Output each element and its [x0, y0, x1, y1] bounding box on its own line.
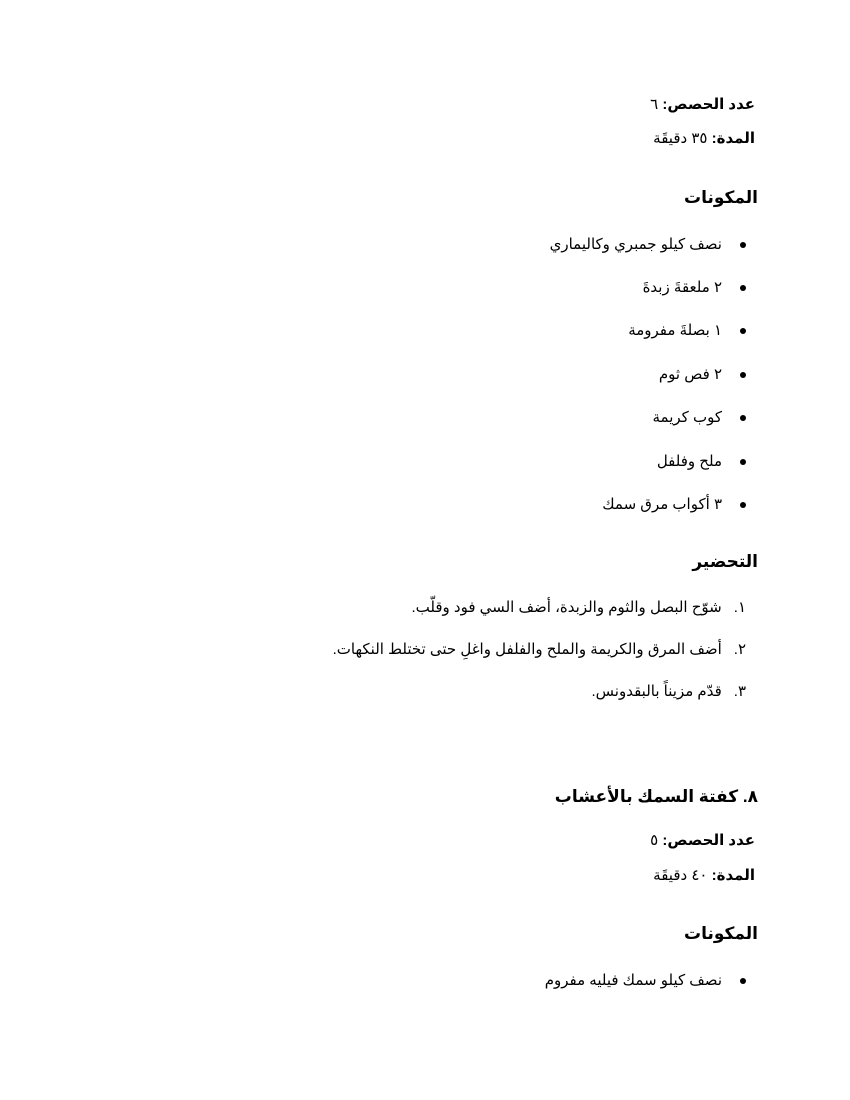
duration-label: المدة: — [711, 130, 755, 147]
ingredient-text: كوب كريمة — [652, 409, 722, 426]
list-item — [643, 278, 746, 298]
ingredient-text: ٢ ملعقةَ زبدةَ — [642, 279, 722, 296]
servings-value: ٥ — [650, 832, 659, 849]
list-item — [657, 452, 746, 472]
ingredient-text: نصف كيلو سمك فيليه مفروم — [544, 972, 722, 989]
step-number: ٢. — [733, 641, 746, 658]
list-item — [659, 365, 746, 385]
step-text: أضف المرق والكريمة والملح والفلفل واغلِ حتى تختلط النكهات. — [332, 641, 722, 658]
ingredient-text: ١ بصلةَ مفرومة — [628, 322, 722, 339]
ingredient-text: ٢ فص ثوم — [658, 366, 722, 383]
bullet-icon — [740, 459, 746, 465]
duration-value: ٤٠ دقيقَة — [653, 867, 708, 884]
ingredients-heading: المكونات — [683, 924, 758, 943]
step-text: قدّم مزيناً بالبقدونس. — [591, 683, 722, 700]
servings-line — [650, 831, 755, 851]
duration-line — [653, 866, 755, 886]
list-item — [411, 598, 746, 618]
step-number: ١. — [733, 599, 746, 616]
list-item — [545, 971, 746, 991]
bullet-icon — [740, 978, 746, 984]
servings-value: ٦ — [650, 96, 659, 113]
ingredient-text: ملح وفلفل — [656, 453, 722, 470]
ingredient-text: نصف كيلو جمبري وكاليماري — [549, 236, 722, 253]
bullet-icon — [740, 328, 746, 334]
ingredient-text: ٣ أكواب مرق سمك — [602, 496, 722, 513]
list-item — [653, 408, 747, 428]
servings-line — [650, 95, 755, 115]
servings-label: عدد الحصص: — [662, 832, 755, 849]
bullet-icon — [740, 415, 746, 421]
step-text: شوّح البصل والثوم والزبدة، أضف السي فود وقلّب. — [411, 599, 722, 616]
step-number: ٣. — [733, 683, 746, 700]
list-item — [602, 495, 746, 515]
bullet-icon — [740, 242, 746, 248]
ingredients-heading: المكونات — [683, 188, 758, 207]
duration-value: ٣٥ دقيقَة — [653, 130, 708, 147]
list-item — [592, 682, 747, 702]
recipe-title: ٨. كفتة السمك بالأعشاب — [554, 787, 758, 806]
servings-label: عدد الحصص: — [662, 96, 755, 113]
bullet-icon — [740, 372, 746, 378]
list-item — [628, 321, 746, 341]
bullet-icon — [740, 502, 746, 508]
bullet-icon — [740, 285, 746, 291]
duration-line — [653, 129, 755, 149]
list-item — [333, 640, 746, 660]
list-item — [550, 235, 746, 255]
preparation-heading: التحضير — [692, 552, 758, 571]
duration-label: المدة: — [711, 867, 755, 884]
